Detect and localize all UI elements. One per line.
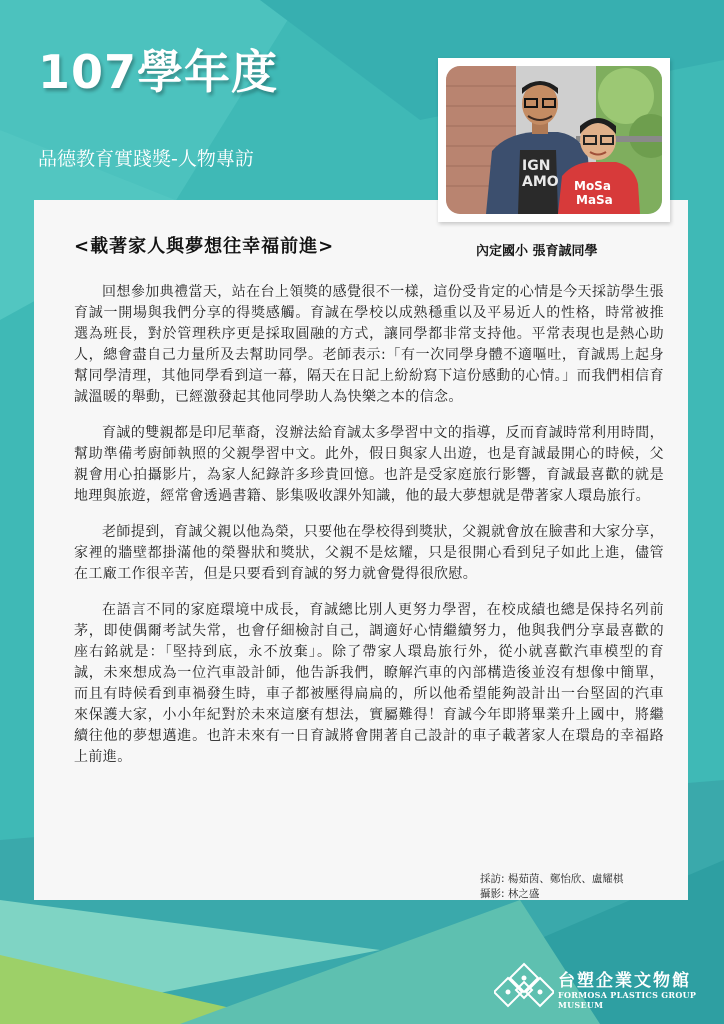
- portrait-illustration: [446, 66, 662, 214]
- article-body: [74, 282, 664, 783]
- article-title: <載著家人與夢想往幸福前進>: [74, 236, 335, 257]
- portrait-photo: [446, 66, 662, 214]
- lattice-logo-icon: [494, 962, 554, 1008]
- article-byline: 內定國小 張育誠同學: [476, 244, 598, 259]
- svg-text:MoSa: MoSa: [574, 179, 611, 193]
- year-title: 107學年度: [38, 45, 279, 99]
- logo-english-name: FORMOSA PLASTICS GROUP MUSEUM: [558, 990, 697, 1010]
- svg-text:IGN: IGN: [522, 158, 551, 174]
- article-paragraph: 在語言不同的家庭環境中成長，育誠總比別人更努力學習，在校成績也總是保持名列前茅，即使偶爾考試失常，也會仔細檢討自己，調適好心情繼續努力，他與我們分享最喜歡的座右銘就是：「堅持到底，永不放棄」。除了帶家人環島旅行外，從小就喜歡汽車模型的育誠，未來想成為一位汽車設計師，他告訴我們，瞭解汽車的內部構造後並沒有想像中簡單，而且有時候看到車禍發生時，車子都被壓得扁扁的，所以他希望能夠設計出一台堅固的汽車來保護大家，小小年紀對於未來這麼有想法，實屬難得！育誠今年即將畢業升上國中，將繼續往他的夢想邁進。也許未來有一日育誠將會開著自己設計的車子載著家人在環島的幸福路上前進。: [74, 602, 664, 765]
- photo-frame: [438, 58, 670, 222]
- article-paragraph: 育誠的雙親都是印尼華裔，沒辦法給育誠太多學習中文的指導，反而育誠時常利用時間，幫助準備考廚師執照的父親學習中文。此外，假日與家人出遊，也是育誠最開心的時候，父親會用心拍攝影片，為家人紀錄許多珍貴回憶。也許是受家庭旅行影響，育誠最喜歡的就是地理與旅遊，經常會透過書籍、影集吸收課外知識，他的最大夢想就是帶著家人環島旅行。: [74, 425, 664, 504]
- photo-credit: 攝影: 林之盛: [480, 888, 540, 900]
- article-paragraph: 老師提到，育誠父親以他為榮，只要他在學校得到獎狀，父親就會放在臉書和大家分享，家裡的牆壁都掛滿他的榮譽狀和獎狀，父親不是炫耀，只是很開心看到兒子如此上進，儘管在工廠工作很辛苦，但是只要看到育誠的努力就會覺得很欣慰。: [74, 524, 664, 582]
- credits: [480, 872, 623, 902]
- museum-logo: [494, 960, 704, 1010]
- article-paragraph: 回想參加典禮當天，站在台上領獎的感覺很不一樣，這份受肯定的心情是今天採訪學生張育誠一開場與我們分享的得獎感觸。育誠在學校以成熟穩重以及平易近人的性格，時常被推選為班長，對於管理秩序更是採取圓融的方式，讓同學都非常支持他。平常表現也是熱心助人，總會盡自己力量所及去幫助同學。老師表示:「有一次同學身體不適嘔吐，育誠馬上起身幫同學清理，其他同學看到這一幕，隔天在日記上紛紛寫下這份感動的心情。」而我們相信育誠溫暖的舉動，已經激發起其他同學助人為快樂之本的信念。: [74, 284, 664, 405]
- interview-credit: 採訪: 楊茹茵、鄭怡欣、盧耀棋: [480, 873, 624, 885]
- svg-text:MaSa: MaSa: [576, 193, 613, 207]
- svg-text:AMO: AMO: [522, 174, 559, 190]
- page-subtitle: 品德教育實踐獎-人物專訪: [38, 148, 254, 170]
- logo-chinese-name: 台塑企業文物館: [558, 971, 691, 991]
